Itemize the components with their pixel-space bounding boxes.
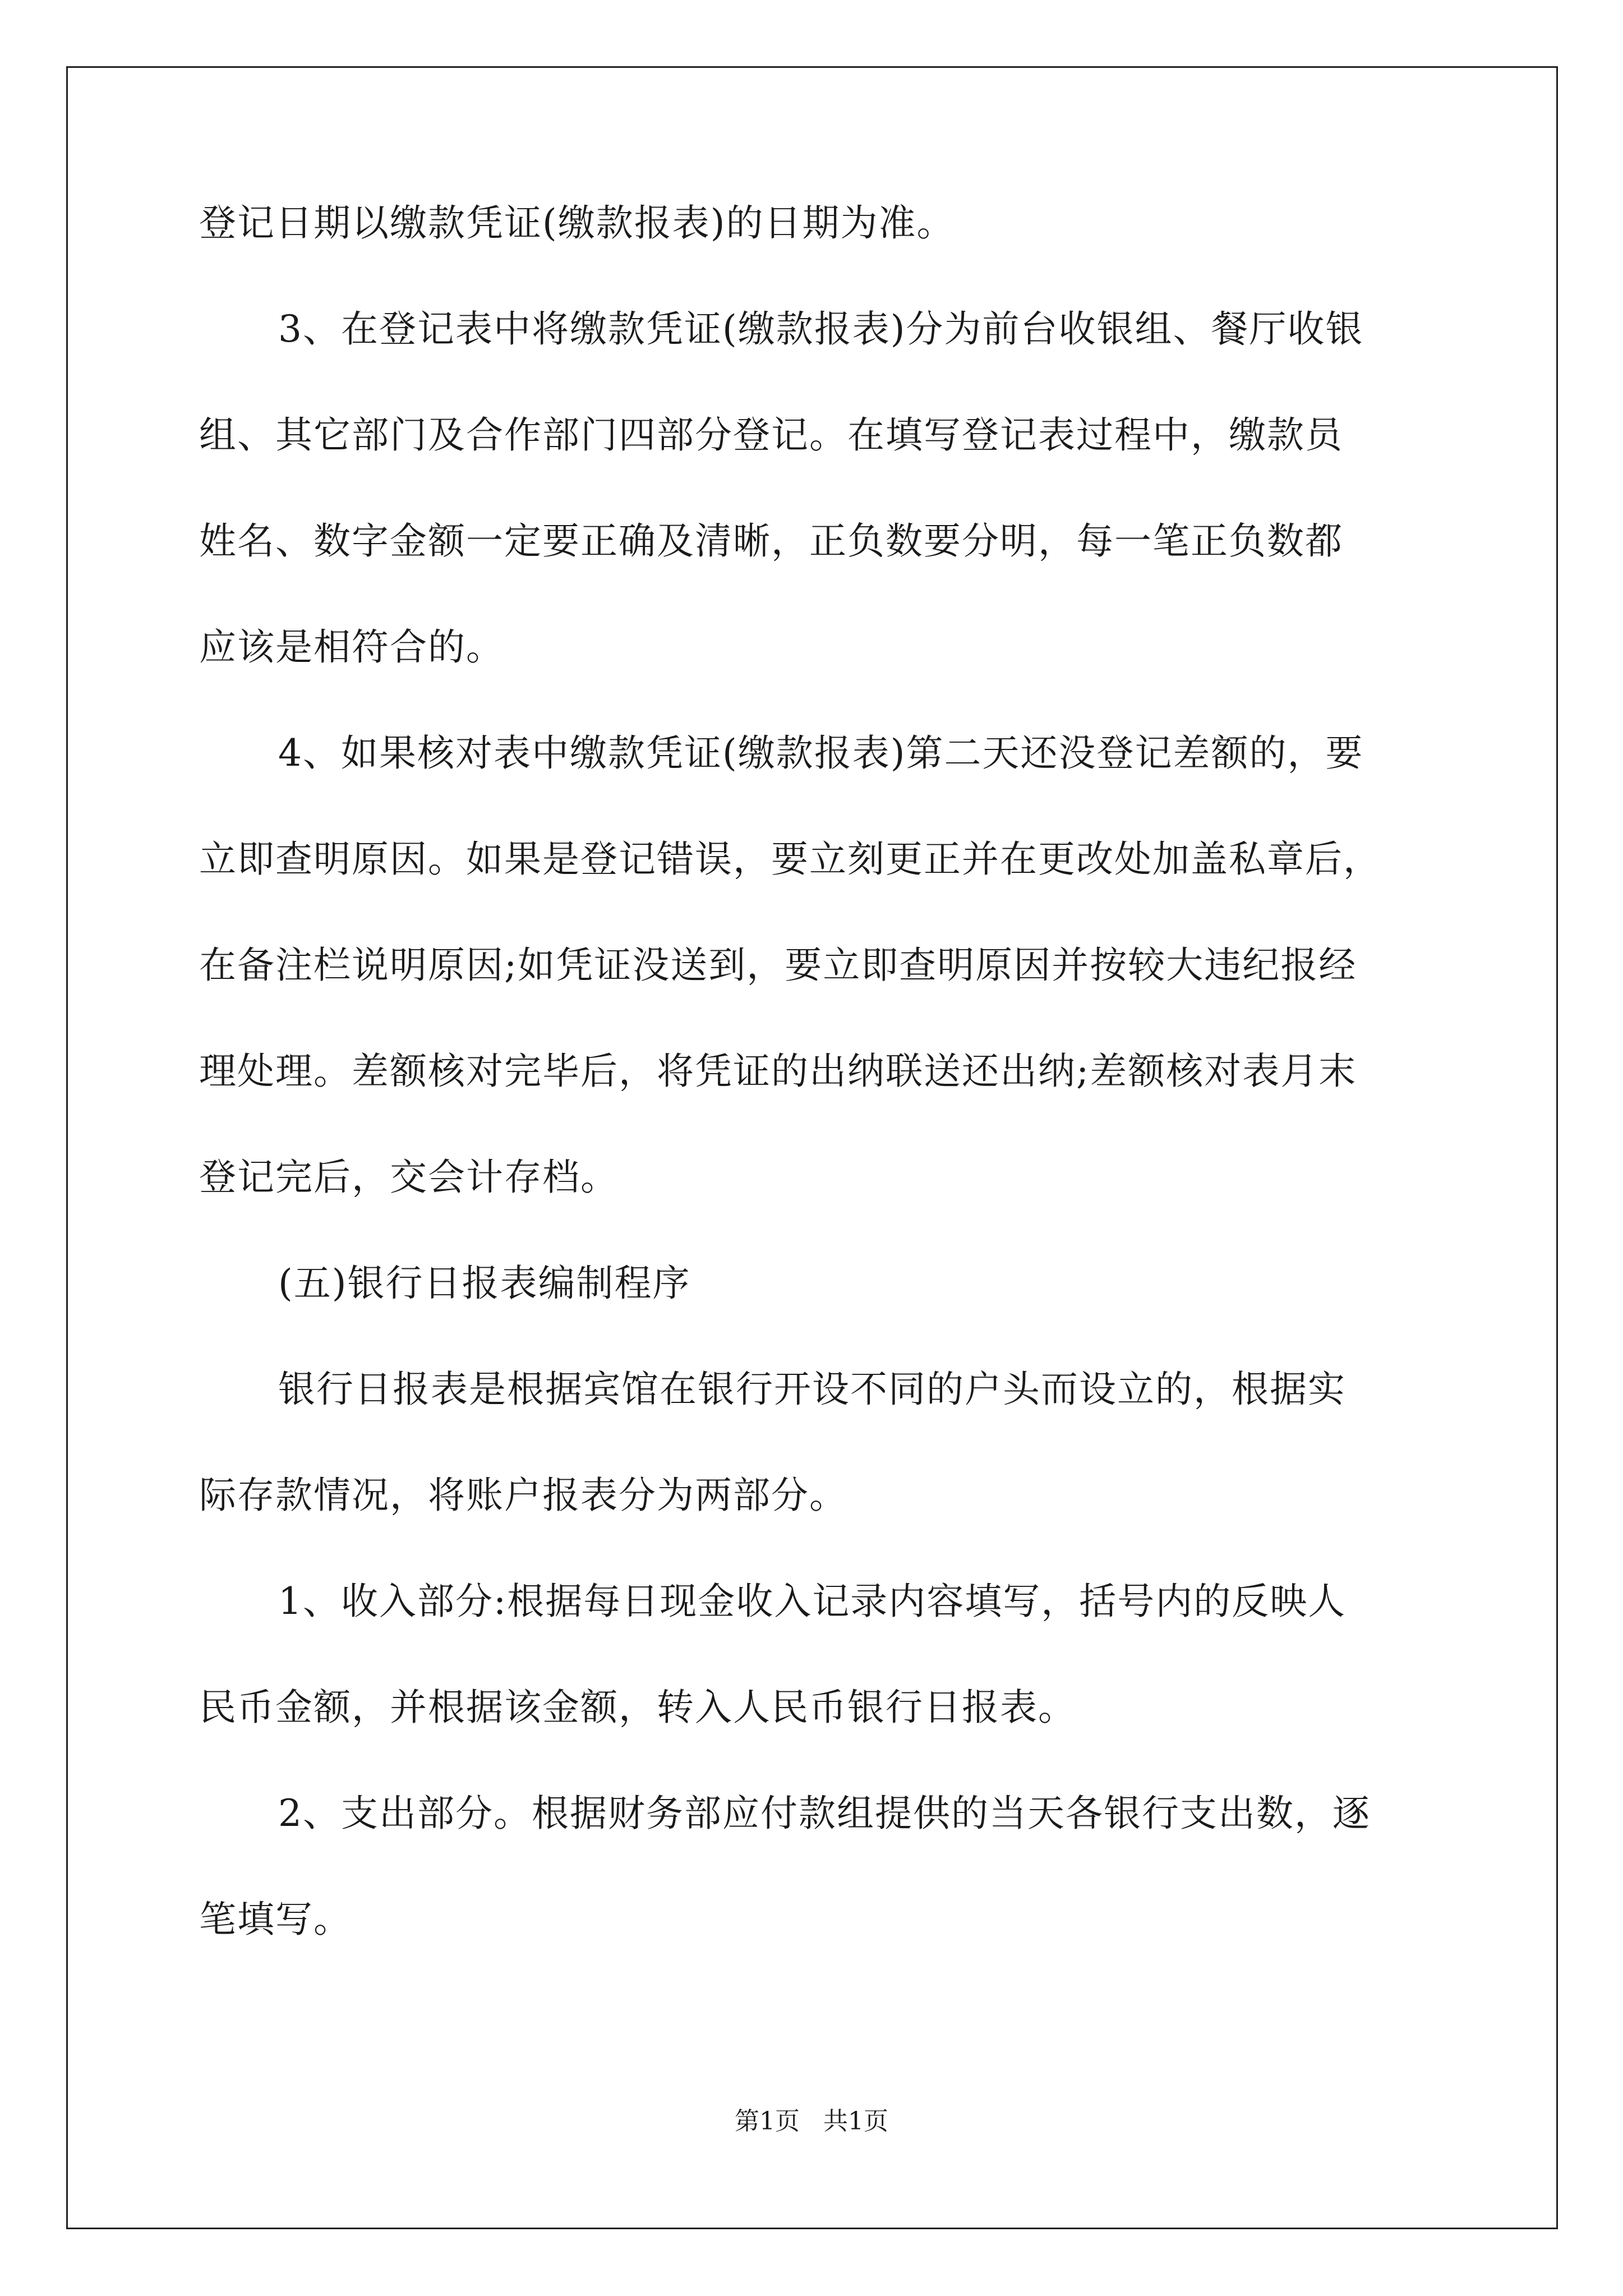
text-line: 理处理。差额核对完毕后，将凭证的出纳联送还出纳;差额核对表月末 [199, 1050, 1357, 1093]
paragraph-first-line: 3、在登记表中将缴款凭证(缴款报表)分为前台收银组、餐厅收银 [278, 307, 1364, 351]
text-line: 在备注栏说明原因;如凭证没送到，要立即查明原因并按较大违纪报经 [199, 944, 1357, 987]
text-line: 笔填写。 [199, 1898, 352, 1941]
paragraph-first-line: 银行日报表是根据宾馆在银行开设不同的户头而设立的，根据实 [278, 1368, 1346, 1411]
page-footer: 第1页 共1页 [735, 2107, 888, 2136]
text-line: 登记完后，交会计存档。 [199, 1156, 619, 1199]
paragraph-first-line: 1、收入部分:根据每日现金收入记录内容填写，括号内的反映人 [278, 1580, 1347, 1623]
text-line: 姓名、数字金额一定要正确及清晰，正负数要分明，每一笔正负数都 [199, 519, 1343, 563]
paragraph-first-line: 4、如果核对表中缴款凭证(缴款报表)第二天还没登记差额的，要 [278, 731, 1364, 775]
text-line: 组、其它部门及合作部门四部分登记。在填写登记表过程中，缴款员 [199, 413, 1343, 457]
text-line: 应该是相符合的。 [199, 625, 504, 669]
text-line: 立即查明原因。如果是登记错误，要立刻更正并在更改处加盖私章后， [199, 838, 1381, 881]
text-line: 登记日期以缴款凭证(缴款报表)的日期为准。 [199, 201, 955, 245]
text-line: 际存款情况，将账户报表分为两部分。 [199, 1474, 847, 1517]
text-line: 民币金额，并根据该金额，转入人民币银行日报表。 [199, 1686, 1076, 1729]
paragraph-first-line: 2、支出部分。根据财务部应付款组提供的当天各银行支出数，逐 [278, 1792, 1371, 1835]
section-heading: (五)银行日报表编制程序 [278, 1262, 691, 1305]
